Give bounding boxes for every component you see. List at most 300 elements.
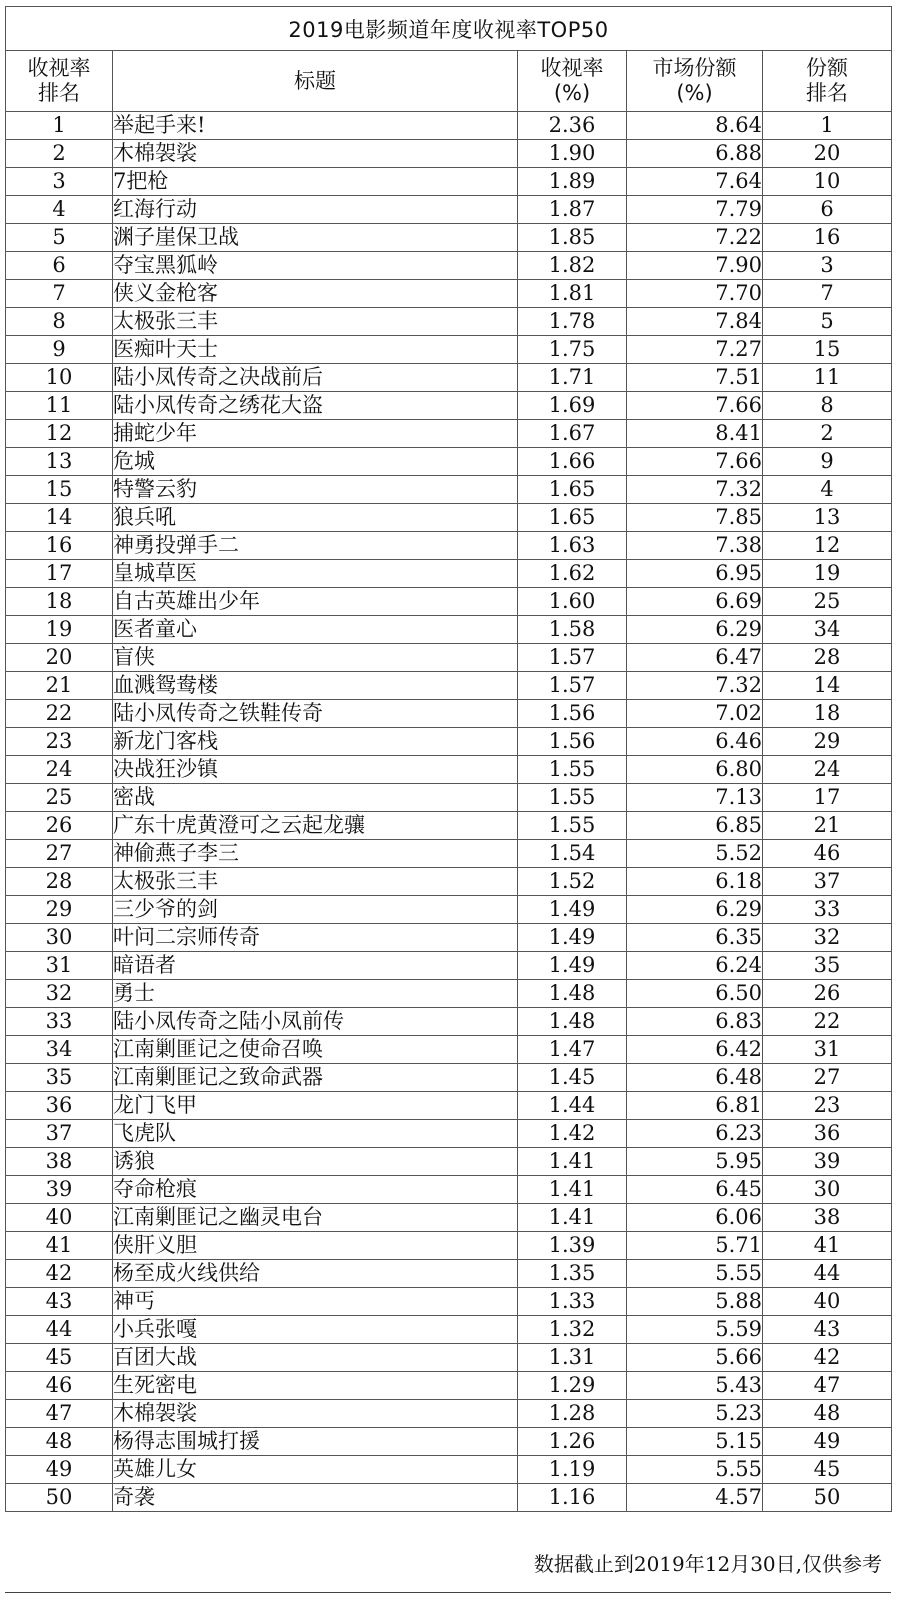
share-cell: 7.70 (627, 280, 763, 308)
title-cell: 医痴叶天士 (113, 336, 518, 364)
rank-cell: 43 (6, 1288, 113, 1316)
table-row (6, 1036, 892, 1064)
share-rank-cell: 9 (763, 448, 892, 476)
header-share-line1: 市场份额 (652, 56, 737, 80)
title-cell: 自古英雄出少年 (113, 588, 518, 616)
share-cell: 8.64 (627, 112, 763, 140)
share-rank-cell: 8 (763, 392, 892, 420)
title-cell: 盲侠 (113, 644, 518, 672)
title-cell: 侠肝义胆 (113, 1232, 518, 1260)
share-cell: 7.32 (627, 672, 763, 700)
rating-cell: 1.41 (518, 1204, 627, 1232)
share-rank-cell: 5 (763, 308, 892, 336)
title-cell: 夺命枪痕 (113, 1176, 518, 1204)
rank-cell: 34 (6, 1036, 113, 1064)
header-share-line2: (%) (676, 81, 713, 105)
rank-cell: 13 (6, 448, 113, 476)
share-cell: 7.22 (627, 224, 763, 252)
share-cell: 7.51 (627, 364, 763, 392)
table-row (6, 1400, 892, 1428)
share-cell: 6.29 (627, 896, 763, 924)
share-cell: 5.23 (627, 1400, 763, 1428)
rating-cell: 1.48 (518, 1008, 627, 1036)
share-cell: 6.18 (627, 868, 763, 896)
title-cell: 决战狂沙镇 (113, 756, 518, 784)
rating-cell: 1.87 (518, 196, 627, 224)
title-cell: 太极张三丰 (113, 308, 518, 336)
share-rank-cell: 31 (763, 1036, 892, 1064)
rank-cell: 2 (6, 140, 113, 168)
rank-cell: 44 (6, 1316, 113, 1344)
share-cell: 6.88 (627, 140, 763, 168)
rank-cell: 31 (6, 952, 113, 980)
table-row (6, 700, 892, 728)
rank-cell: 33 (6, 1008, 113, 1036)
share-rank-cell: 16 (763, 224, 892, 252)
share-cell: 6.42 (627, 1036, 763, 1064)
rank-cell: 6 (6, 252, 113, 280)
rating-cell: 1.42 (518, 1120, 627, 1148)
rank-cell: 48 (6, 1428, 113, 1456)
share-cell: 6.69 (627, 588, 763, 616)
table-row (6, 1484, 892, 1512)
share-rank-cell: 25 (763, 588, 892, 616)
rank-cell: 16 (6, 532, 113, 560)
title-cell: 神丐 (113, 1288, 518, 1316)
rating-cell: 1.29 (518, 1372, 627, 1400)
share-rank-cell: 40 (763, 1288, 892, 1316)
rank-cell: 29 (6, 896, 113, 924)
title-cell: 江南剿匪记之致命武器 (113, 1064, 518, 1092)
share-cell: 6.47 (627, 644, 763, 672)
rating-cell: 1.19 (518, 1456, 627, 1484)
rating-cell: 1.49 (518, 952, 627, 980)
share-rank-cell: 2 (763, 420, 892, 448)
title-cell: 飞虎队 (113, 1120, 518, 1148)
share-cell: 6.83 (627, 1008, 763, 1036)
share-rank-cell: 36 (763, 1120, 892, 1148)
header-share-rank (763, 51, 892, 112)
rank-cell: 37 (6, 1120, 113, 1148)
rank-cell: 5 (6, 224, 113, 252)
rating-cell: 1.67 (518, 420, 627, 448)
table-row (6, 140, 892, 168)
table-row (6, 588, 892, 616)
share-cell: 4.57 (627, 1484, 763, 1512)
rating-cell: 1.55 (518, 784, 627, 812)
rating-cell: 1.47 (518, 1036, 627, 1064)
table-row (6, 252, 892, 280)
share-cell: 7.85 (627, 504, 763, 532)
share-cell: 6.48 (627, 1064, 763, 1092)
table-row (6, 1316, 892, 1344)
title-cell: 暗语者 (113, 952, 518, 980)
table-row (6, 448, 892, 476)
rating-cell: 1.54 (518, 840, 627, 868)
table-row (6, 644, 892, 672)
share-rank-cell: 6 (763, 196, 892, 224)
share-rank-cell: 44 (763, 1260, 892, 1288)
rank-cell: 32 (6, 980, 113, 1008)
rank-cell: 36 (6, 1092, 113, 1120)
rank-cell: 12 (6, 420, 113, 448)
share-cell: 5.88 (627, 1288, 763, 1316)
share-cell: 5.71 (627, 1232, 763, 1260)
rank-cell: 11 (6, 392, 113, 420)
rank-cell: 25 (6, 784, 113, 812)
table-row (6, 1092, 892, 1120)
title-cell: 诱狼 (113, 1148, 518, 1176)
rating-cell: 1.35 (518, 1260, 627, 1288)
share-rank-cell: 46 (763, 840, 892, 868)
share-cell: 7.27 (627, 336, 763, 364)
share-rank-cell: 11 (763, 364, 892, 392)
title-cell: 神勇投弹手二 (113, 532, 518, 560)
rating-cell: 1.16 (518, 1484, 627, 1512)
rating-cell: 1.57 (518, 672, 627, 700)
table-row (6, 1232, 892, 1260)
rank-cell: 15 (6, 476, 113, 504)
ratings-table (5, 6, 892, 1512)
share-cell: 5.15 (627, 1428, 763, 1456)
table-row (6, 196, 892, 224)
table-row (6, 1120, 892, 1148)
table-row (6, 168, 892, 196)
rating-cell: 1.56 (518, 700, 627, 728)
table-row (6, 336, 892, 364)
table-row (6, 616, 892, 644)
share-rank-cell: 47 (763, 1372, 892, 1400)
rank-cell: 27 (6, 840, 113, 868)
rating-cell: 1.55 (518, 812, 627, 840)
rating-cell: 1.49 (518, 924, 627, 952)
table-row (6, 560, 892, 588)
rating-cell: 1.48 (518, 980, 627, 1008)
table-row (6, 476, 892, 504)
rating-cell: 1.81 (518, 280, 627, 308)
title-cell: 江南剿匪记之使命召唤 (113, 1036, 518, 1064)
share-rank-cell: 20 (763, 140, 892, 168)
share-rank-cell: 33 (763, 896, 892, 924)
rating-cell: 1.28 (518, 1400, 627, 1428)
table-row (6, 1148, 892, 1176)
share-rank-cell: 39 (763, 1148, 892, 1176)
rating-cell: 1.62 (518, 560, 627, 588)
share-cell: 5.66 (627, 1344, 763, 1372)
rank-cell: 50 (6, 1484, 113, 1512)
title-cell: 勇士 (113, 980, 518, 1008)
header-rating-line2: (%) (553, 81, 591, 105)
share-cell: 7.38 (627, 532, 763, 560)
table-row (6, 1064, 892, 1092)
table-row (6, 756, 892, 784)
share-cell: 5.55 (627, 1260, 763, 1288)
share-rank-cell: 18 (763, 700, 892, 728)
table-row (6, 1428, 892, 1456)
rating-cell: 1.66 (518, 448, 627, 476)
share-cell: 5.95 (627, 1148, 763, 1176)
table-row (6, 1288, 892, 1316)
share-cell: 8.41 (627, 420, 763, 448)
share-rank-cell: 7 (763, 280, 892, 308)
table-row (6, 1176, 892, 1204)
rank-cell: 23 (6, 728, 113, 756)
share-rank-cell: 15 (763, 336, 892, 364)
header-rating-line1: 收视率 (540, 56, 604, 80)
share-rank-cell: 21 (763, 812, 892, 840)
rating-cell: 1.45 (518, 1064, 627, 1092)
share-cell: 6.80 (627, 756, 763, 784)
table-row (6, 924, 892, 952)
rating-cell: 1.55 (518, 756, 627, 784)
share-cell: 7.90 (627, 252, 763, 280)
rating-cell: 1.41 (518, 1176, 627, 1204)
share-rank-cell: 35 (763, 952, 892, 980)
share-rank-cell: 19 (763, 560, 892, 588)
share-cell: 5.52 (627, 840, 763, 868)
share-rank-cell: 41 (763, 1232, 892, 1260)
title-cell: 7把枪 (113, 168, 518, 196)
share-cell: 5.55 (627, 1456, 763, 1484)
rating-cell: 1.63 (518, 532, 627, 560)
title-cell: 三少爷的剑 (113, 896, 518, 924)
title-cell: 陆小凤传奇之铁鞋传奇 (113, 700, 518, 728)
rating-cell: 1.58 (518, 616, 627, 644)
header-row (6, 51, 892, 112)
title-cell: 血溅鸳鸯楼 (113, 672, 518, 700)
table-row (6, 840, 892, 868)
share-rank-cell: 48 (763, 1400, 892, 1428)
title-cell: 密战 (113, 784, 518, 812)
rank-cell: 19 (6, 616, 113, 644)
share-cell: 7.32 (627, 476, 763, 504)
share-cell: 5.43 (627, 1372, 763, 1400)
rank-cell: 47 (6, 1400, 113, 1428)
table-row (6, 532, 892, 560)
rating-cell: 2.36 (518, 112, 627, 140)
share-rank-cell: 10 (763, 168, 892, 196)
table-row (6, 1372, 892, 1400)
footnote: 数据截止到2019年12月30日,仅供参考 (533, 1552, 882, 1576)
rank-cell: 28 (6, 868, 113, 896)
rating-cell: 1.90 (518, 140, 627, 168)
rank-cell: 4 (6, 196, 113, 224)
title-cell: 医者童心 (113, 616, 518, 644)
table-row (6, 1008, 892, 1036)
rank-cell: 38 (6, 1148, 113, 1176)
title-cell: 狼兵吼 (113, 504, 518, 532)
rating-cell: 1.26 (518, 1428, 627, 1456)
table-row (6, 504, 892, 532)
title-cell: 杨得志围城打援 (113, 1428, 518, 1456)
table-row (6, 364, 892, 392)
share-rank-cell: 38 (763, 1204, 892, 1232)
rating-cell: 1.41 (518, 1148, 627, 1176)
title-cell: 举起手来! (113, 112, 518, 140)
table-row (6, 980, 892, 1008)
table-row (6, 112, 892, 140)
table-row (6, 672, 892, 700)
title-cell: 江南剿匪记之幽灵电台 (113, 1204, 518, 1232)
table-row (6, 952, 892, 980)
table-row (6, 1260, 892, 1288)
share-cell: 6.45 (627, 1176, 763, 1204)
rank-cell: 45 (6, 1344, 113, 1372)
rating-cell: 1.75 (518, 336, 627, 364)
share-rank-cell: 49 (763, 1428, 892, 1456)
rating-cell: 1.71 (518, 364, 627, 392)
share-rank-cell: 23 (763, 1092, 892, 1120)
rating-cell: 1.60 (518, 588, 627, 616)
share-cell: 6.95 (627, 560, 763, 588)
rank-cell: 7 (6, 280, 113, 308)
rank-cell: 18 (6, 588, 113, 616)
rating-cell: 1.44 (518, 1092, 627, 1120)
rating-cell: 1.31 (518, 1344, 627, 1372)
header-rank-line1: 收视率 (27, 56, 91, 80)
title-cell: 红海行动 (113, 196, 518, 224)
share-rank-cell: 3 (763, 252, 892, 280)
share-rank-cell: 29 (763, 728, 892, 756)
share-cell: 7.66 (627, 392, 763, 420)
rank-cell: 49 (6, 1456, 113, 1484)
table-row (6, 784, 892, 812)
share-cell: 6.81 (627, 1092, 763, 1120)
title-cell: 危城 (113, 448, 518, 476)
share-rank-cell: 17 (763, 784, 892, 812)
header-share (627, 51, 763, 112)
rank-cell: 30 (6, 924, 113, 952)
rank-cell: 10 (6, 364, 113, 392)
share-cell: 7.84 (627, 308, 763, 336)
title-cell: 陆小凤传奇之陆小凤前传 (113, 1008, 518, 1036)
title-cell: 特警云豹 (113, 476, 518, 504)
share-rank-cell: 1 (763, 112, 892, 140)
rank-cell: 17 (6, 560, 113, 588)
header-rank-line2: 排名 (38, 81, 80, 105)
bottom-rule (5, 1592, 891, 1593)
rating-cell: 1.57 (518, 644, 627, 672)
table-row (6, 420, 892, 448)
share-rank-cell: 14 (763, 672, 892, 700)
table-row (6, 1204, 892, 1232)
title-cell: 龙门飞甲 (113, 1092, 518, 1120)
rank-cell: 42 (6, 1260, 113, 1288)
title-cell: 太极张三丰 (113, 868, 518, 896)
rating-cell: 1.49 (518, 896, 627, 924)
title-cell: 夺宝黑狐岭 (113, 252, 518, 280)
rank-cell: 20 (6, 644, 113, 672)
rating-cell: 1.52 (518, 868, 627, 896)
share-rank-cell: 43 (763, 1316, 892, 1344)
rank-cell: 41 (6, 1232, 113, 1260)
table-row (6, 224, 892, 252)
table-title: 2019电影频道年度收视率TOP50 (6, 7, 892, 51)
share-cell: 6.50 (627, 980, 763, 1008)
title-cell: 木棉袈裟 (113, 140, 518, 168)
rank-cell: 21 (6, 672, 113, 700)
share-rank-cell: 22 (763, 1008, 892, 1036)
share-cell: 6.24 (627, 952, 763, 980)
share-rank-cell: 30 (763, 1176, 892, 1204)
title-cell: 杨至成火线供给 (113, 1260, 518, 1288)
rating-cell: 1.89 (518, 168, 627, 196)
share-cell: 6.35 (627, 924, 763, 952)
rank-cell: 1 (6, 112, 113, 140)
rank-cell: 9 (6, 336, 113, 364)
rating-cell: 1.65 (518, 476, 627, 504)
rank-cell: 22 (6, 700, 113, 728)
share-rank-cell: 50 (763, 1484, 892, 1512)
header-share-rank-line1: 份额 (806, 56, 848, 80)
share-cell: 7.64 (627, 168, 763, 196)
rank-cell: 3 (6, 168, 113, 196)
share-rank-cell: 32 (763, 924, 892, 952)
rating-cell: 1.82 (518, 252, 627, 280)
rating-cell: 1.69 (518, 392, 627, 420)
share-rank-cell: 12 (763, 532, 892, 560)
header-rank (6, 51, 113, 112)
rating-cell: 1.56 (518, 728, 627, 756)
title-cell: 奇袭 (113, 1484, 518, 1512)
share-rank-cell: 28 (763, 644, 892, 672)
rank-cell: 40 (6, 1204, 113, 1232)
share-cell: 5.59 (627, 1316, 763, 1344)
share-rank-cell: 27 (763, 1064, 892, 1092)
share-rank-cell: 37 (763, 868, 892, 896)
title-cell: 生死密电 (113, 1372, 518, 1400)
title-cell: 百团大战 (113, 1344, 518, 1372)
share-cell: 6.85 (627, 812, 763, 840)
table-row (6, 868, 892, 896)
title-cell: 木棉袈裟 (113, 1400, 518, 1428)
rating-cell: 1.33 (518, 1288, 627, 1316)
title-cell: 皇城草医 (113, 560, 518, 588)
share-cell: 7.02 (627, 700, 763, 728)
rating-cell: 1.78 (518, 308, 627, 336)
share-rank-cell: 4 (763, 476, 892, 504)
share-cell: 7.13 (627, 784, 763, 812)
share-rank-cell: 13 (763, 504, 892, 532)
table-row (6, 896, 892, 924)
share-rank-cell: 24 (763, 756, 892, 784)
share-cell: 6.23 (627, 1120, 763, 1148)
title-cell: 侠义金枪客 (113, 280, 518, 308)
share-cell: 6.06 (627, 1204, 763, 1232)
share-rank-cell: 42 (763, 1344, 892, 1372)
table-body (6, 112, 892, 1512)
title-cell: 小兵张嘎 (113, 1316, 518, 1344)
title-cell: 陆小凤传奇之决战前后 (113, 364, 518, 392)
table-row (6, 812, 892, 840)
title-cell: 陆小凤传奇之绣花大盗 (113, 392, 518, 420)
title-cell: 新龙门客栈 (113, 728, 518, 756)
rating-cell: 1.32 (518, 1316, 627, 1344)
rank-cell: 26 (6, 812, 113, 840)
share-cell: 6.29 (627, 616, 763, 644)
table-row (6, 728, 892, 756)
rank-cell: 46 (6, 1372, 113, 1400)
share-rank-cell: 45 (763, 1456, 892, 1484)
table-row (6, 392, 892, 420)
header-share-rank-line2: 排名 (806, 81, 848, 105)
share-rank-cell: 34 (763, 616, 892, 644)
header-title: 标题 (113, 51, 518, 112)
table-row (6, 308, 892, 336)
table-row (6, 280, 892, 308)
rating-cell: 1.39 (518, 1232, 627, 1260)
title-cell: 渊子崖保卫战 (113, 224, 518, 252)
